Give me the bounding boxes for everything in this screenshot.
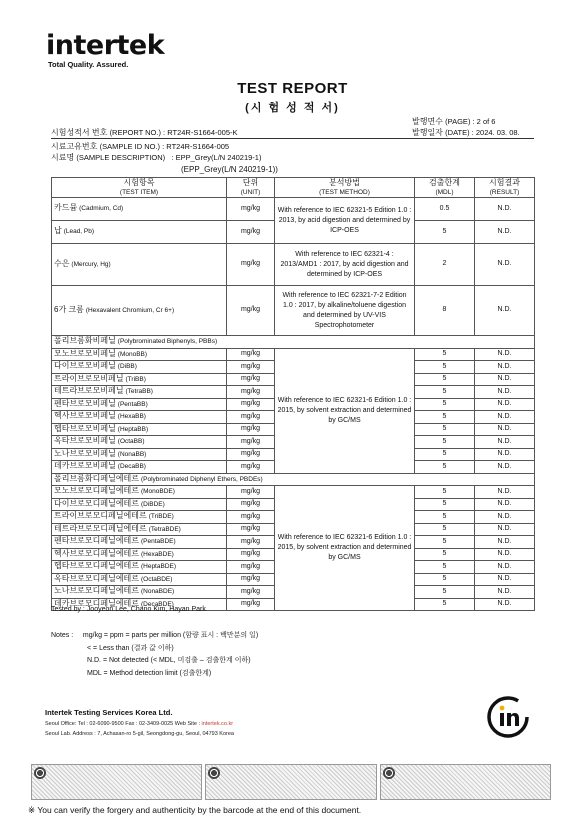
sample-id — [51, 141, 229, 152]
barcode-3 — [380, 764, 551, 800]
header-divider — [51, 138, 534, 139]
header-test-method: 분석방법 (TEST METHOD) — [275, 178, 415, 198]
page-info — [412, 116, 495, 127]
pbb-row: 테트라브로모비페닐 (TetraBB) mg/kg 5 N.D. — [52, 386, 535, 399]
notes-label: Notes : — [51, 632, 74, 639]
barcode-strip — [31, 764, 551, 798]
company-name: Intertek Testing Services Korea Ltd. — [45, 708, 173, 717]
page-label-en: (PAGE) : 2 of 6 — [445, 117, 496, 126]
sample-desc-value: : EPP_Grey(L/N 240219-1) — [171, 153, 262, 162]
sample-desc-en: (SAMPLE DESCRIPTION) — [76, 153, 166, 162]
verification-note: ※ You can verify the forgery and authenticity by the barcode at the end of this document. — [28, 805, 362, 815]
barcode-2 — [205, 764, 376, 800]
brand-tagline: Total Quality. Assured. — [48, 60, 129, 69]
header-result: 시험결과 (RESULT) — [475, 178, 535, 198]
website-link[interactable]: intertek.co.kr — [201, 721, 234, 727]
date-info — [412, 127, 520, 138]
note-line: MDL = Method detection limit (검출한계) — [87, 669, 212, 677]
header-mdl: 검출한계 (MDL) — [415, 178, 475, 198]
pbde-row: 모노브로모디페닐에테르 (MonoBDE) mg/kg With reference to IEC 62321-6 Edition 1.0 : 2015, by solvent extraction and determined by GC/MS 5 N.D. — [52, 486, 535, 499]
pbde-row: 옥타브로모디페닐에테르 (OctaBDE) mg/kg 5 N.D. — [52, 573, 535, 586]
company-address — [45, 719, 234, 739]
header-test-item: 시험항목 (TEST ITEM) — [52, 178, 227, 198]
sample-desc-ko: 시료명 — [51, 153, 75, 162]
pbde-row: 테트라브로모디페닐에테르 (TetraBDE) mg/kg 5 N.D. — [52, 523, 535, 536]
lab-address: Seoul Lab. Address : 7, Achasan-ro 5-gil, Seongdong-gu, Seoul, 04793 Korea — [45, 731, 234, 737]
sample-desc-value-2: (EPP_Grey(L/N 240219-1)) — [181, 165, 278, 174]
barcode-1 — [31, 764, 202, 800]
table-row: 납 (Lead, Pb) mg/kg 5 N.D. — [52, 221, 535, 244]
pbb-row: 펜타브로모비페닐 (PentaBB) mg/kg 5 N.D. — [52, 398, 535, 411]
note-line: mg/kg = ppm = parts per million (함량 표시 : 백만분의 일) — [82, 632, 259, 639]
table-row: 수은 (Mercury, Hg) mg/kg With reference to IEC 62321-4 : 2013/AMD1 : 2017, by acid digestion and determined by ICP-OES 2 N.D. — [52, 244, 535, 286]
page-label-ko: 발행면수 — [412, 117, 443, 126]
pbde-row: 데카브로모디페닐에테르 (DecaBDE) mg/kg 5 N.D. — [52, 598, 535, 611]
sample-id-en: (SAMPLE ID NO.) : RT24R-S1664-005 — [99, 142, 230, 151]
sample-description — [51, 152, 261, 163]
report-subtitle: (시 험 성 적 서) — [245, 102, 340, 114]
pbde-group-row: 폴리브롬화디페닐에테르 (Polybrominated Diphenyl Ethers, PBDEs) — [52, 473, 535, 486]
pbb-row: 모노브로모비페닐 (MonoBB) mg/kg With reference to IEC 62321-6 Edition 1.0 : 2015, by solvent extraction and determined by GC/MS 5 N.D. — [52, 348, 535, 361]
pbde-row: 다이브로모디페닐에테르 (DiBDE) mg/kg 5 N.D. — [52, 498, 535, 511]
header-unit: 단위 (UNIT) — [227, 178, 275, 198]
table-row: 6가 크롬 (Hexavalent Chromium, Cr 6+) mg/kg With reference to IEC 62321-7-2 Edition 1.0 : 2017, by alkaline/toluene digestion and determined by UV-VIS Spectrophotometer 8 N.D. — [52, 286, 535, 336]
pbde-row: 헥사브로모디페닐에테르 (HexaBDE) mg/kg 5 N.D. — [52, 548, 535, 561]
pbb-row: 헥사브로모비페닐 (HexaBB) mg/kg 5 N.D. — [52, 411, 535, 424]
pbde-row: 노나브로모디페닐에테르 (NonaBDE) mg/kg 5 N.D. — [52, 586, 535, 599]
report-no-ko: 시험성적서 번호 — [51, 128, 108, 137]
report-no-en: (REPORT NO.) : RT24R-S1664-005-K — [109, 128, 238, 137]
pbb-row: 헵타브로모비페닐 (HeptaBB) mg/kg 5 N.D. — [52, 423, 535, 436]
sample-id-ko: 시료고유번호 — [51, 142, 98, 151]
method-cell: With reference to IEC 62321-6 Edition 1.0 : 2015, by solvent extraction and determined by GC/MS — [275, 348, 415, 473]
pbde-row: 헵타브로모디페닐에테르 (HeptaBDE) mg/kg 5 N.D. — [52, 561, 535, 574]
note-line: N.D. = Not detected (< MDL, 미검출 – 검출한계 이하) — [87, 657, 251, 664]
table-row: 카드뮴 (Cadmium, Cd) mg/kg With reference to IEC 62321-5 Edition 1.0 : 2013, by acid digestion and determined by ICP-OES 0.5 N.D. — [52, 198, 535, 221]
report-number — [51, 127, 238, 138]
date-label-ko: 발행일자 — [412, 128, 443, 137]
pbb-row: 트라이브로모비페닐 (TriBB) mg/kg 5 N.D. — [52, 373, 535, 386]
intertek-circle-logo-icon — [486, 695, 530, 739]
method-cell: With reference to IEC 62321-6 Edition 1.0 : 2015, by solvent extraction and determined by GC/MS — [275, 486, 415, 611]
notes-block — [51, 630, 258, 680]
pbb-row: 옥타브로모비페닐 (OctaBB) mg/kg 5 N.D. — [52, 436, 535, 449]
pbb-row: 다이브로모비페닐 (DiBB) mg/kg 5 N.D. — [52, 361, 535, 374]
tested-by: Tested by : Jooyeon Lee, Chano Kim, Hayan Park — [51, 606, 206, 613]
pbb-group-row: 폴리브롬화비페닐 (Polybrominated Biphenyls, PBBs) — [52, 336, 535, 349]
pbb-row: 데카브로모비페닐 (DecaBB) mg/kg 5 N.D. — [52, 461, 535, 474]
office-contact: Seoul Office: Tel : 02-6090-9500 Fax : 02-3409-0025 Web Site : — [45, 721, 202, 727]
date-label-en: (DATE) : 2024. 03. 08. — [445, 128, 520, 137]
results-table — [51, 177, 535, 611]
report-title: TEST REPORT — [237, 80, 348, 97]
pbb-row: 노나브로모비페닐 (NonaBB) mg/kg 5 N.D. — [52, 448, 535, 461]
table-header-row — [52, 178, 535, 198]
pbde-row: 펜타브로모디페닐에테르 (PentaBDE) mg/kg 5 N.D. — [52, 536, 535, 549]
pbde-row: 트라이브로모디페닐에테르 (TriBDE) mg/kg 5 N.D. — [52, 511, 535, 524]
note-line: < = Less than (결과 값 이하) — [87, 644, 174, 652]
intertek-logo: intertek — [46, 30, 165, 61]
